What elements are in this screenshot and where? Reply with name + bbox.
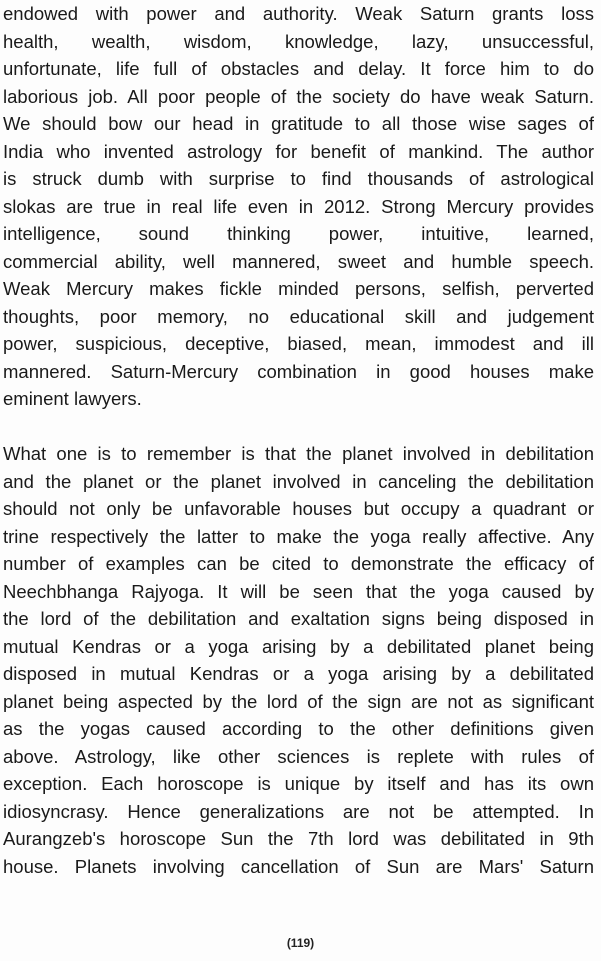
text-line: health, wealth, wisdom, knowledge, lazy, unsuccessful, — [3, 30, 594, 52]
text-line: mutual Kendras or a yoga arising by a debilitated planet being — [3, 635, 594, 657]
text-line: commercial ability, well mannered, sweet and humble speech. — [3, 250, 594, 272]
text-line: is struck dumb with surprise to find thousands of astrological — [3, 168, 594, 189]
paragraph-neechbhanga — [3, 440, 594, 880]
text-line: number of examples can be cited to demonstrate the efficacy of — [3, 553, 594, 574]
text-line: eminent lawyers. — [3, 388, 142, 409]
text-line: and the planet or the planet involved in canceling the debilitation — [3, 470, 594, 492]
text-line: trine respectively the latter to make the yoga really affective. Any — [3, 525, 594, 547]
page-number: (119) — [286, 936, 315, 950]
text-line: What one is to remember is that the planet involved in debilitation — [3, 443, 594, 464]
text-line: laborious job. All poor people of the society do have weak Saturn. — [3, 85, 594, 107]
text-line: planet being aspected by the lord of the sign are not as significant — [3, 690, 594, 712]
text-line: as the yogas caused according to the other definitions given — [3, 718, 594, 739]
text-line: thoughts, poor memory, no educational skill and judgement — [3, 305, 594, 327]
text-line: slokas are true in real life even in 2012. Strong Mercury provides — [3, 195, 594, 217]
paragraph-saturn-mercury — [3, 0, 594, 413]
text-line: disposed in mutual Kendras or a yoga arising by a debilitated — [3, 663, 594, 684]
text-line: intelligence, sound thinking power, intuitive, learned, — [3, 223, 594, 244]
text-line: power, suspicious, deceptive, biased, mean, immodest and ill — [3, 333, 594, 354]
text-line: India who invented astrology for benefit of mankind. The author — [3, 140, 594, 162]
text-line: mannered. Saturn-Mercury combination in good houses make — [3, 360, 594, 382]
text-line: house. Planets involving cancellation of Sun are Mars' Saturn — [3, 855, 594, 877]
text-line: Aurangzeb's horoscope Sun the 7th lord was debilitated in 9th — [3, 828, 594, 849]
text-line: should not only be unfavorable houses but occupy a quadrant or — [3, 498, 594, 519]
text-line: Neechbhanga Rajyoga. It will be seen that the yoga caused by — [3, 580, 594, 602]
text-line: exception. Each horoscope is unique by itself and has its own — [3, 773, 594, 794]
text-line: the lord of the debilitation and exaltation signs being disposed in — [3, 608, 594, 629]
text-line: idiosyncrasy. Hence generalizations are not be attempted. In — [3, 800, 594, 822]
text-line: Weak Mercury makes fickle minded persons, selfish, perverted — [3, 278, 594, 299]
text-line: unfortunate, life full of obstacles and delay. It force him to do — [3, 58, 594, 79]
text-line: endowed with power and authority. Weak Saturn grants loss — [3, 3, 594, 24]
text-line: We should bow our head in gratitude to all those wise sages of — [3, 113, 594, 134]
text-line: above. Astrology, like other sciences is replete with rules of — [3, 745, 594, 767]
